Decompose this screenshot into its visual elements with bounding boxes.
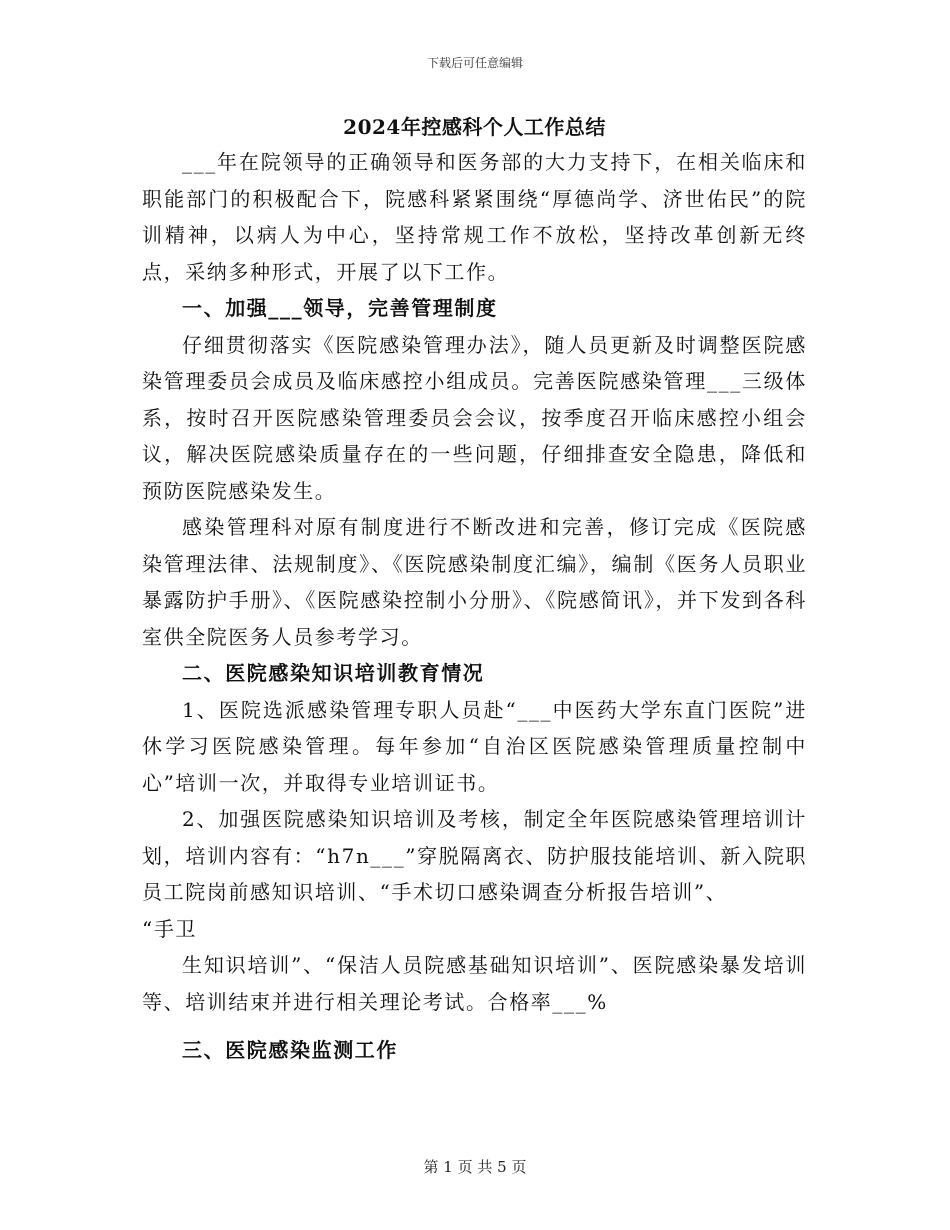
section-2-paragraph-1: 1、医院选派感染管理专职人员赴“___中医药大学东直门医院”进休学习医院感染管理。每年参加“自治区医院感染管理质量控制中心”培训一次，并取得专业培训证书。 [142, 697, 807, 795]
section-2-paragraph-2-tail: “手卫 [142, 916, 198, 941]
document-title: 2024年控感科个人工作总结 [343, 115, 606, 139]
section-3-heading: 三、医院感染监测工作 [182, 1038, 398, 1062]
section-1-paragraph-2: 感染管理科对原有制度进行不断改进和完善，修订完成《医院感染管理法律、法规制度》、《医院感染制度汇编》，编制《医务人员职业暴露防护手册》、《医院感染控制小分册》、《院感简讯》，并下发到各科室供全院医务人员参考学习。 [142, 515, 807, 649]
section-1-heading: 一、加强___领导，完善管理制度 [182, 296, 498, 320]
section-2-heading: 二、医院感染知识培训教育情况 [182, 661, 485, 685]
intro-paragraph: ___年在院领导的正确领导和医务部的大力支持下，在相关临床和职能部门的积极配合下，院感科紧紧围绕“厚德尚学、济世佑民”的院训精神，以病人为中心，坚持常规工作不放松，坚持改革创新无终点，采纳多种形式，开展了以下工作。 [142, 150, 807, 284]
section-2-paragraph-2: 2、加强医院感染知识培训及考核，制定全年医院感染管理培训计划，培训内容有：“h7n___”穿脱隔离衣、防护服技能培训、新入院职员工院岗前感知识培训、“手术切口感染调查分析报告培训”、 [142, 807, 807, 904]
section-1-paragraph-1: 仔细贯彻落实《医院感染管理办法》，随人员更新及时调整医院感染管理委员会成员及临床感控小组成员。完善医院感染管理___三级体系，按时召开医院感染管理委员会会议，按季度召开临床感控小组会议，解决医院感染质量存在的一些问题，仔细排查安全隐患，降低和预防医院感染发生。 [142, 332, 807, 503]
section-2-paragraph-3: 生知识培训”、“保洁人员院感基础知识培训”、医院感染暴发培训等、培训结束并进行相关理论考试。合格率___% [142, 953, 807, 1014]
page-number: 第 1 页 共 5 页 [423, 1158, 527, 1176]
document-body [142, 112, 807, 1069]
header-note: 下载后可任意编辑 [426, 56, 523, 70]
